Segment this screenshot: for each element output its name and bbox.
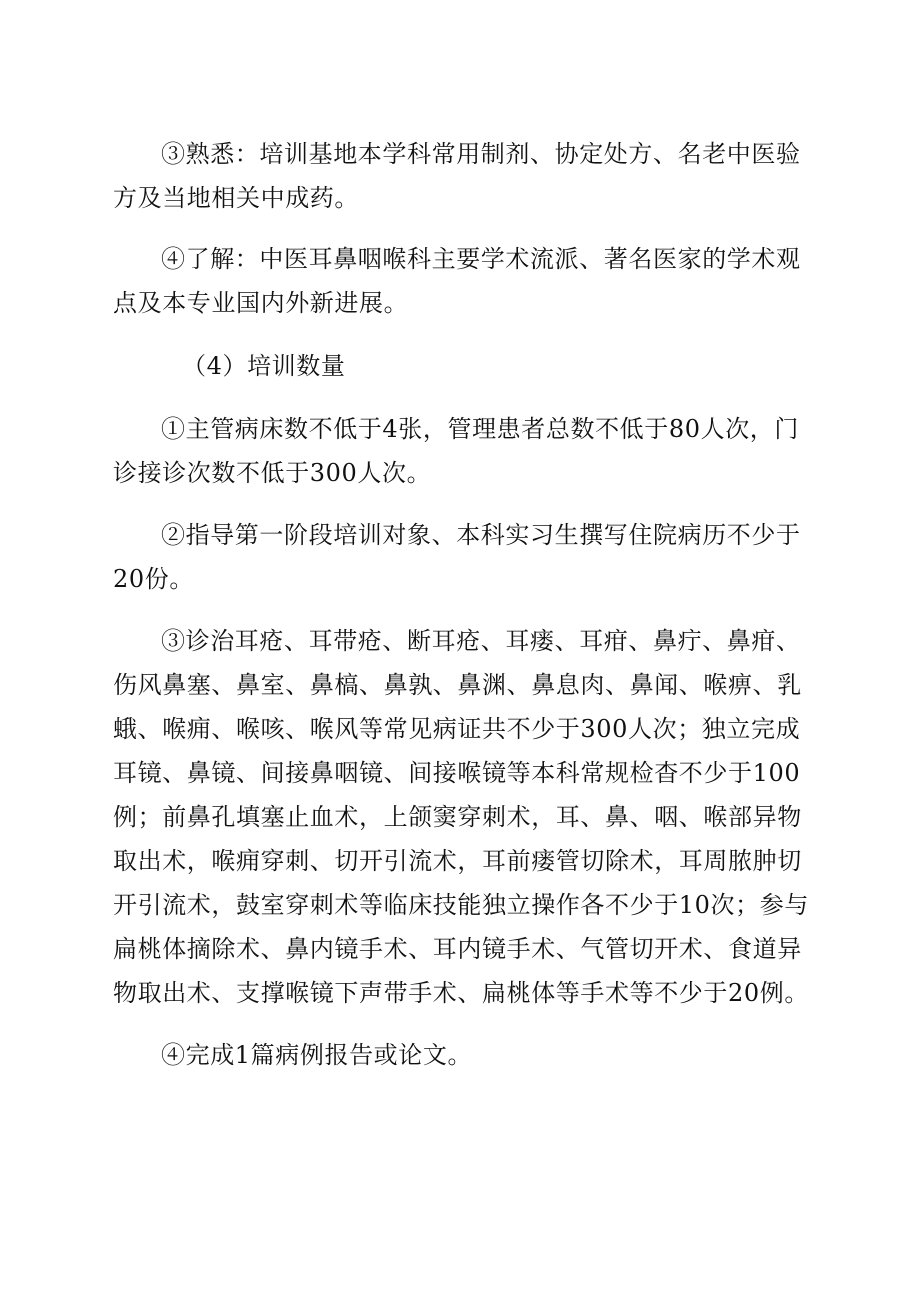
para-treat-line-9: 物取出术、支撑喉镜下声带手术、扁桃体等手术等不少于20例。 — [113, 979, 809, 1007]
para-beds-line-1: ①主管病床数不低于4张，管理患者总数不低于80人次，门 — [161, 415, 800, 443]
para-understand-line-1: ④了解：中医耳鼻咽喉科主要学术流派、著名医家的学术观 — [161, 245, 801, 273]
para-treat-line-2: 伤风鼻塞、鼻室、鼻槁、鼻孰、鼻渊、鼻息肉、鼻闻、喉痹、乳 — [113, 671, 802, 699]
section-heading-training-quantity: （4）培训数量 — [182, 352, 346, 380]
para-familiar-line-1: ③熟悉：培训基地本学科常用制剂、协定处方、名老中医验 — [161, 140, 801, 168]
para-beds-line-2: 诊接诊次数不低于300人次。 — [113, 459, 432, 487]
para-familiar-line-2: 方及当地相关中成药。 — [113, 184, 359, 212]
para-guide-line-1: ②指导第一阶段培训对象、本科实习生撰写住院病历不少于 — [161, 521, 801, 549]
para-understand-line-2: 点及本专业国内外新进展。 — [113, 289, 409, 317]
para-treat-line-4: 耳镜、鼻镜、间接鼻咽镜、间接喉镜等本科常规检杳不少于100 — [113, 759, 801, 787]
para-guide-line-2: 20份。 — [113, 565, 194, 593]
para-treat-line-5: 例；前鼻孔填塞止血术，上颌窦穿刺术，耳、鼻、咽、喉部异物 — [113, 803, 802, 831]
para-treat-line-6: 取出术，喉痈穿刺、切开引流术，耳前瘘管切除术，耳周脓肿切 — [113, 847, 802, 875]
para-report-line-1: ④完成1篇病例报告或论文。 — [161, 1041, 473, 1069]
para-treat-line-3: 蛾、喉痈、喉咳、喉风等常见病证共不少于300人次；独立完成 — [113, 715, 801, 743]
para-treat-line-1: ③诊治耳疮、耳带疮、断耳疮、耳瘘、耳疳、鼻疔、鼻疳、 — [161, 627, 801, 655]
para-treat-line-8: 扁桃体摘除术、鼻内镜手术、耳内镜手术、气管切开术、食道异 — [113, 935, 802, 963]
para-treat-line-7: 开引流术，鼓室穿刺术等临床技能独立操作各不少于10次；参与 — [113, 891, 809, 919]
